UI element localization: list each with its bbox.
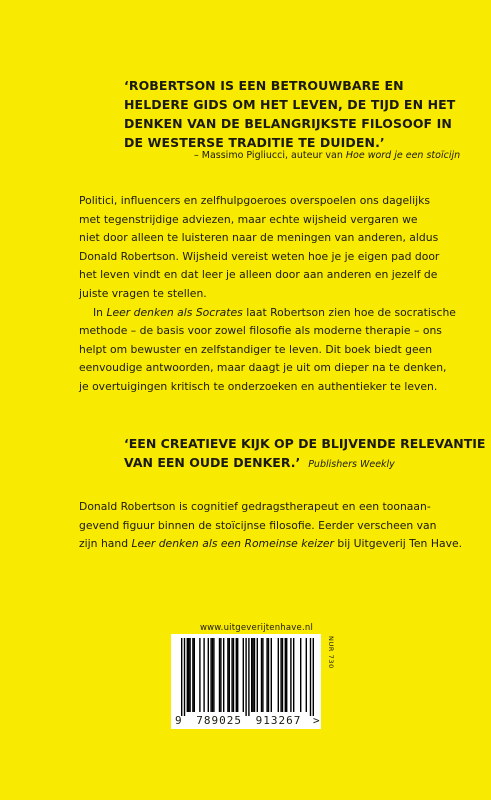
barcode-bar xyxy=(210,638,211,712)
barcode-bar xyxy=(220,638,221,712)
pull-quote-pigliucci xyxy=(124,76,456,152)
barcode-bar xyxy=(278,638,279,712)
text-line: methode – de basis voor zowel filosofie als moderne therapie – ons xyxy=(79,324,442,338)
book-title: Leer denken als Socrates xyxy=(106,305,243,319)
quote-attribution xyxy=(194,150,460,162)
barcode-bar xyxy=(251,638,252,712)
barcode-bar xyxy=(252,638,253,712)
book-description xyxy=(79,192,456,397)
text-fragment: laat Robertson zien hoe de socratische xyxy=(242,305,456,319)
barcode-bar xyxy=(187,638,188,712)
barcode-bar xyxy=(248,638,249,716)
text-fragment: bij Uitgeverij Ten Have. xyxy=(333,537,463,551)
quote-attribution: Publishers Weekly xyxy=(308,459,395,470)
barcode-bar xyxy=(208,638,209,712)
barcode-bar xyxy=(262,638,263,712)
description-paragraph-1 xyxy=(79,192,440,304)
isbn-group-right: 913267 xyxy=(255,714,302,727)
barcode-bar xyxy=(233,638,234,712)
text-line: niet door alleen te luisteren naar de meningen van anderen, aldus xyxy=(79,231,439,245)
barcode-bar xyxy=(245,638,246,716)
barcode-bar xyxy=(236,638,237,712)
author-bio xyxy=(79,498,463,554)
barcode-bar xyxy=(306,638,307,712)
text-fragment: In xyxy=(93,305,107,319)
text-line xyxy=(79,304,456,323)
barcode-bar xyxy=(188,638,189,712)
barcode-bar xyxy=(282,638,283,712)
publisher-url: www.uitgeverijtenhave.nl xyxy=(200,623,314,633)
barcode-bar xyxy=(243,638,244,712)
barcode-bar xyxy=(300,638,301,712)
text-line: Politici, influencers en zelfhulpgoeroes overspoelen ons dagelijks xyxy=(79,194,431,207)
barcode-bar xyxy=(293,638,294,712)
barcode-bar xyxy=(254,638,255,712)
barcode-bar xyxy=(213,638,214,712)
barcode-bar xyxy=(223,638,224,712)
barcode-bar xyxy=(286,638,287,712)
barcode-bars xyxy=(171,634,321,716)
barcode-bar xyxy=(199,638,200,712)
barcode-bar xyxy=(212,638,213,712)
barcode-bar xyxy=(313,638,314,716)
barcode-bar xyxy=(227,638,228,712)
text-fragment: zijn hand xyxy=(79,537,132,551)
barcode-bar xyxy=(290,638,291,712)
barcode-bar xyxy=(184,638,185,716)
text-line: juiste vragen te stellen. xyxy=(79,286,207,300)
text-line: met tegenstrijdige adviezen, maar echte wijsheid vergaren we xyxy=(79,212,418,226)
nur-code: NUR 730 xyxy=(327,636,335,669)
isbn-first-digit: 9 xyxy=(175,714,183,727)
barcode-bar xyxy=(257,638,258,712)
barcode-bar xyxy=(181,638,182,716)
barcode-bar xyxy=(229,638,230,712)
barcode-bar xyxy=(192,638,193,712)
text-line: eenvoudige antwoorden, maar daagt je uit om dieper na te denken, xyxy=(79,361,447,375)
text-line: helpt om bewuster en zelfstandiger te leven. Dit boek biedt geen xyxy=(79,342,433,356)
attribution-book-title: Hoe word je een stoïcijn xyxy=(345,150,461,161)
pull-quote-publishers-weekly xyxy=(124,434,486,474)
text-line: Donald Robertson is cognitief gedragstherapeut en een toonaan- xyxy=(79,500,431,513)
barcode-bar xyxy=(237,638,238,712)
quote-line: DE WESTERSE TRADITIE TE DUIDEN.’ xyxy=(124,135,385,150)
quote-line: ‘EEN CREATIEVE KIJK OP DE BLIJVENDE RELEVANTIE xyxy=(124,436,486,451)
barcode-bar xyxy=(266,638,267,712)
quote-line: ‘ROBERTSON IS EEN BETROUWBARE EN xyxy=(124,78,404,93)
text-line: het leven vindt en dat leer je alleen door aan anderen en jezelf de xyxy=(79,268,438,282)
isbn-quiet-zone-marker: > xyxy=(313,714,321,727)
barcode-bar xyxy=(203,638,204,712)
text-line: gevend figuur binnen de stoïcijnse filosofie. Eerder verscheen van xyxy=(79,518,437,532)
barcode-bar xyxy=(261,638,262,712)
barcode-bar xyxy=(310,638,311,716)
attribution-text: – Massimo Pigliucci, auteur van xyxy=(194,150,346,161)
barcode-bar xyxy=(268,638,269,712)
barcode-bar xyxy=(285,638,286,712)
text-line: je overtuigingen kritisch te onderzoeken en authentieker te leven. xyxy=(79,379,438,393)
quote-text: VAN EEN OUDE DENKER.’ xyxy=(124,455,301,470)
quote-line: DENKEN VAN DE BELANGRIJKSTE FILOSOOF IN xyxy=(124,116,452,131)
barcode-bar xyxy=(194,638,195,712)
isbn-group-left: 789025 xyxy=(196,714,242,727)
text-line xyxy=(79,535,463,554)
book-title: Leer denken als een Romeinse keizer xyxy=(131,537,334,551)
quote-line: HELDERE GIDS OM HET LEVEN, DE TIJD EN HET xyxy=(124,97,456,112)
barcode-bar xyxy=(231,638,232,712)
isbn-barcode xyxy=(171,634,321,729)
quote-line xyxy=(124,453,444,474)
isbn-digits xyxy=(175,714,321,727)
text-line: Donald Robertson. Wijsheid vereist weten hoe je je eigen pad door xyxy=(79,249,440,263)
description-paragraph-2 xyxy=(79,304,456,397)
barcode-bar xyxy=(189,638,190,712)
barcode-bar xyxy=(280,638,281,712)
barcode-bar xyxy=(271,638,272,712)
barcode-bar xyxy=(219,638,220,712)
